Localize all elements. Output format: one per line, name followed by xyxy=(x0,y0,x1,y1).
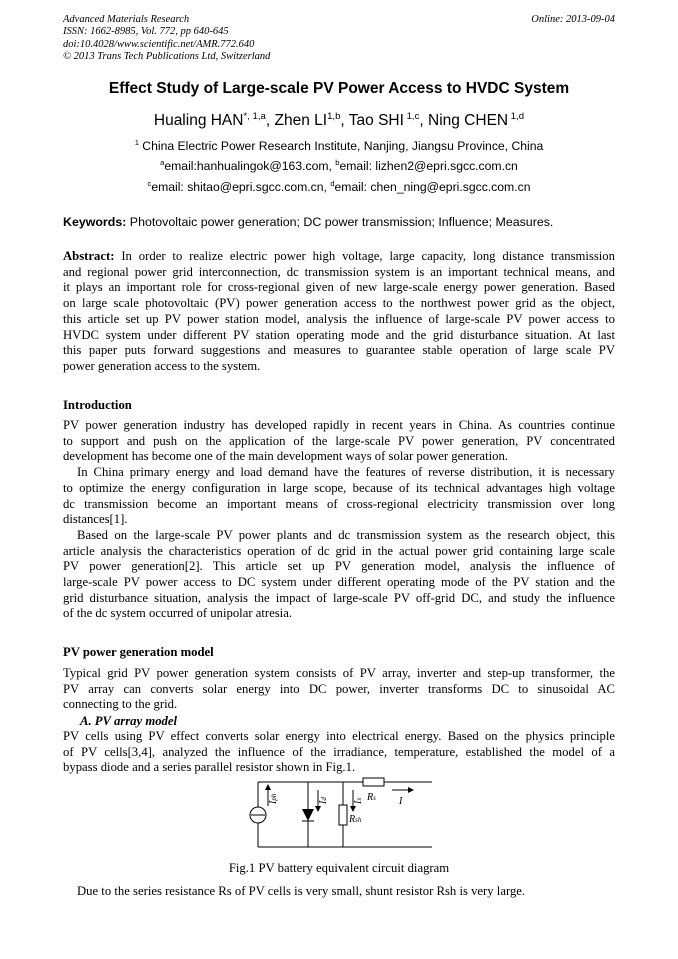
paper-title: Effect Study of Large-scale PV Power Access to HVDC System xyxy=(108,80,570,97)
abstract-line: power generation access to the system. xyxy=(63,358,261,373)
author-name: Ning CHEN xyxy=(428,112,509,129)
id-label: Id xyxy=(318,797,329,804)
figure-caption: Fig.1 PV battery equivalent circuit diagram xyxy=(228,861,450,875)
author-name: Hualing HAN xyxy=(153,112,244,129)
email-a: email:hanhualingok@163.com, xyxy=(164,159,336,173)
email-marker: a xyxy=(160,157,165,167)
body-line: Due to the series resistance Rs of PV cells is very small, shunt resistor Rsh is very large. xyxy=(77,884,526,898)
shunt-resistor-symbol xyxy=(339,805,347,825)
email-marker: d xyxy=(330,178,335,188)
iph-arrow-head xyxy=(265,784,271,790)
series-resistor-symbol xyxy=(363,778,384,786)
body-line: of the dc system occurred of unipolar atresia. xyxy=(63,606,292,621)
body-line: connecting to the grid. xyxy=(63,697,178,712)
abstract-line: HVDC system under different PV station operating mode and the grid disturbance situation. At last xyxy=(63,327,615,342)
doi-line: doi:10.4028/www.scientific.net/AMR.772.640 xyxy=(63,38,255,50)
abstract xyxy=(63,249,615,375)
body-line: of PV cells[3,4], analyzed the influence of the irradiance, temperature, established the model of a xyxy=(63,744,615,759)
author-list: Hualing $HAN^{*, 1,a}$, Zhen LI$^{1,b}$, Tao SHI $^{1,c}$, Ning CHEN $^{1,d}$ xyxy=(153,110,525,129)
body-line: distances[1]. xyxy=(63,512,128,527)
email-d: email: chen_ning@epri.sgcc.com.cn xyxy=(334,180,531,194)
ish-arrow-head xyxy=(350,806,356,812)
copyright-line: © 2013 Trans Tech Publications Ltd, Switzerland xyxy=(63,51,271,63)
body-line: In China primary energy and load demand have the features of reverse distribution, it is necessary xyxy=(77,465,615,480)
diode-triangle xyxy=(302,809,314,821)
body-line: dc transmission become an important means of cross-regional electricity transmission over long xyxy=(63,496,615,511)
rs-label: Rs xyxy=(367,792,376,803)
abstract-label: Abstract: xyxy=(63,249,115,263)
keywords-text: Photovoltaic power generation; DC power transmission; Influence; Measures. xyxy=(126,215,554,229)
output-current-label: I xyxy=(399,796,403,807)
abstract-text: In order to realize electric power high voltage, large capacity, long distance transmission xyxy=(114,249,615,263)
abstract-line: on large scale photovoltaic (PV) power generation access to the northwest power grid as the object, xyxy=(63,296,615,311)
author-superscript: 1,c xyxy=(403,110,420,122)
email-b: email: lizhen2@epri.sgcc.com.cn xyxy=(339,159,518,173)
author-superscript: *, 1,a xyxy=(243,110,266,122)
author-name: Tao SHI xyxy=(348,112,404,129)
body-line: to support and push on the application of the large-scale PV power generation, PV concentrated xyxy=(63,433,615,448)
body-line: development has become one of the main development ways of solar power generation. xyxy=(63,449,508,464)
body-line: PV power generation[2]. This article set up PV generation model, analysis the influence of xyxy=(63,559,615,574)
body-line: grid disturbance situation, analysis the impact of large-scale PV off-grid DC, and study the influence xyxy=(63,590,615,605)
body-line: PV cells using PV effect converts solar energy into electrical energy. Based on the physics principle xyxy=(63,729,615,743)
author-superscript: 1,b xyxy=(327,110,341,122)
affiliation-superscript: 1 xyxy=(134,137,139,147)
id-arrow-head xyxy=(315,806,321,812)
abstract-line: this paper puts forward suggestions and measures to guarantee stable operation of large scale PV xyxy=(63,343,615,358)
journal-name: Advanced Materials Research xyxy=(63,14,190,25)
subsection-heading-pv-array: A. PV array model xyxy=(80,714,178,728)
affiliation-text: China Electric Power Research Institute, Nanjing, Jiangsu Province, China xyxy=(142,139,544,153)
body-line: Based on the large-scale PV power plants and dc transmission system as the research object, this xyxy=(77,527,615,542)
abstract-line: it plays an important role for cross-regional given of new large-scale energy power generation. Based xyxy=(63,280,615,295)
pv-equivalent-circuit-diagram xyxy=(236,768,436,856)
body-line: article analysis the characteristics operation of dc grid in the actual power grid containing large scale xyxy=(63,543,615,558)
online-date: Online: 2013-09-04 xyxy=(531,14,615,25)
abstract-line: this article set up PV power station model, analysis the influence of large-scale PV power access to xyxy=(63,311,615,326)
pv-model-body xyxy=(63,666,615,713)
rsh-label: Rsh xyxy=(349,814,362,825)
iph-label: Iph xyxy=(268,793,279,804)
author-superscript: 1,d xyxy=(508,110,525,122)
publication-info xyxy=(63,14,270,64)
issn-line: ISSN: 1662-8985, Vol. 772, pp 640-645 xyxy=(63,26,229,38)
author-name: Zhen LI xyxy=(274,112,328,129)
affiliation xyxy=(0,139,678,153)
email-marker: c xyxy=(147,178,152,188)
body-line: PV array can converts solar energy into DC power, inverter transforms DC to sinusoidal AC xyxy=(63,681,615,696)
ish-label: Is xyxy=(353,797,364,804)
closing-text xyxy=(77,884,615,900)
email-line-2 xyxy=(0,180,678,194)
body-line: bypass diode and a series parallel resistor shown in Fig.1. xyxy=(63,760,356,775)
email-marker: b xyxy=(335,157,340,167)
section-heading-pv-model: PV power generation model xyxy=(63,645,214,659)
email-c: email: shitao@epri.sgcc.com.cn, xyxy=(151,180,331,194)
body-line: Typical grid PV power generation system consists of PV array, inverter and step-up transformer, the xyxy=(63,666,615,680)
abstract-line: and regional power grid interconnection, dc transmission system is an important technical means, and xyxy=(63,264,615,279)
body-line: to optimize the energy configuration in large scope, because of its technical advantages high voltage xyxy=(63,480,615,495)
body-line: large-scale PV power access to DC system under different operating mode of the PV station and the xyxy=(63,575,615,590)
keywords-label: Keywords: xyxy=(63,215,127,229)
output-arrow-head xyxy=(408,787,414,793)
body-line: PV power generation industry has developed rapidly in recent years in China. As countries continue xyxy=(63,418,615,432)
section-heading-introduction: Introduction xyxy=(63,398,132,412)
abstract-line xyxy=(63,249,615,265)
email-line-1 xyxy=(0,159,678,173)
introduction-body xyxy=(63,418,615,622)
keywords xyxy=(63,215,615,229)
